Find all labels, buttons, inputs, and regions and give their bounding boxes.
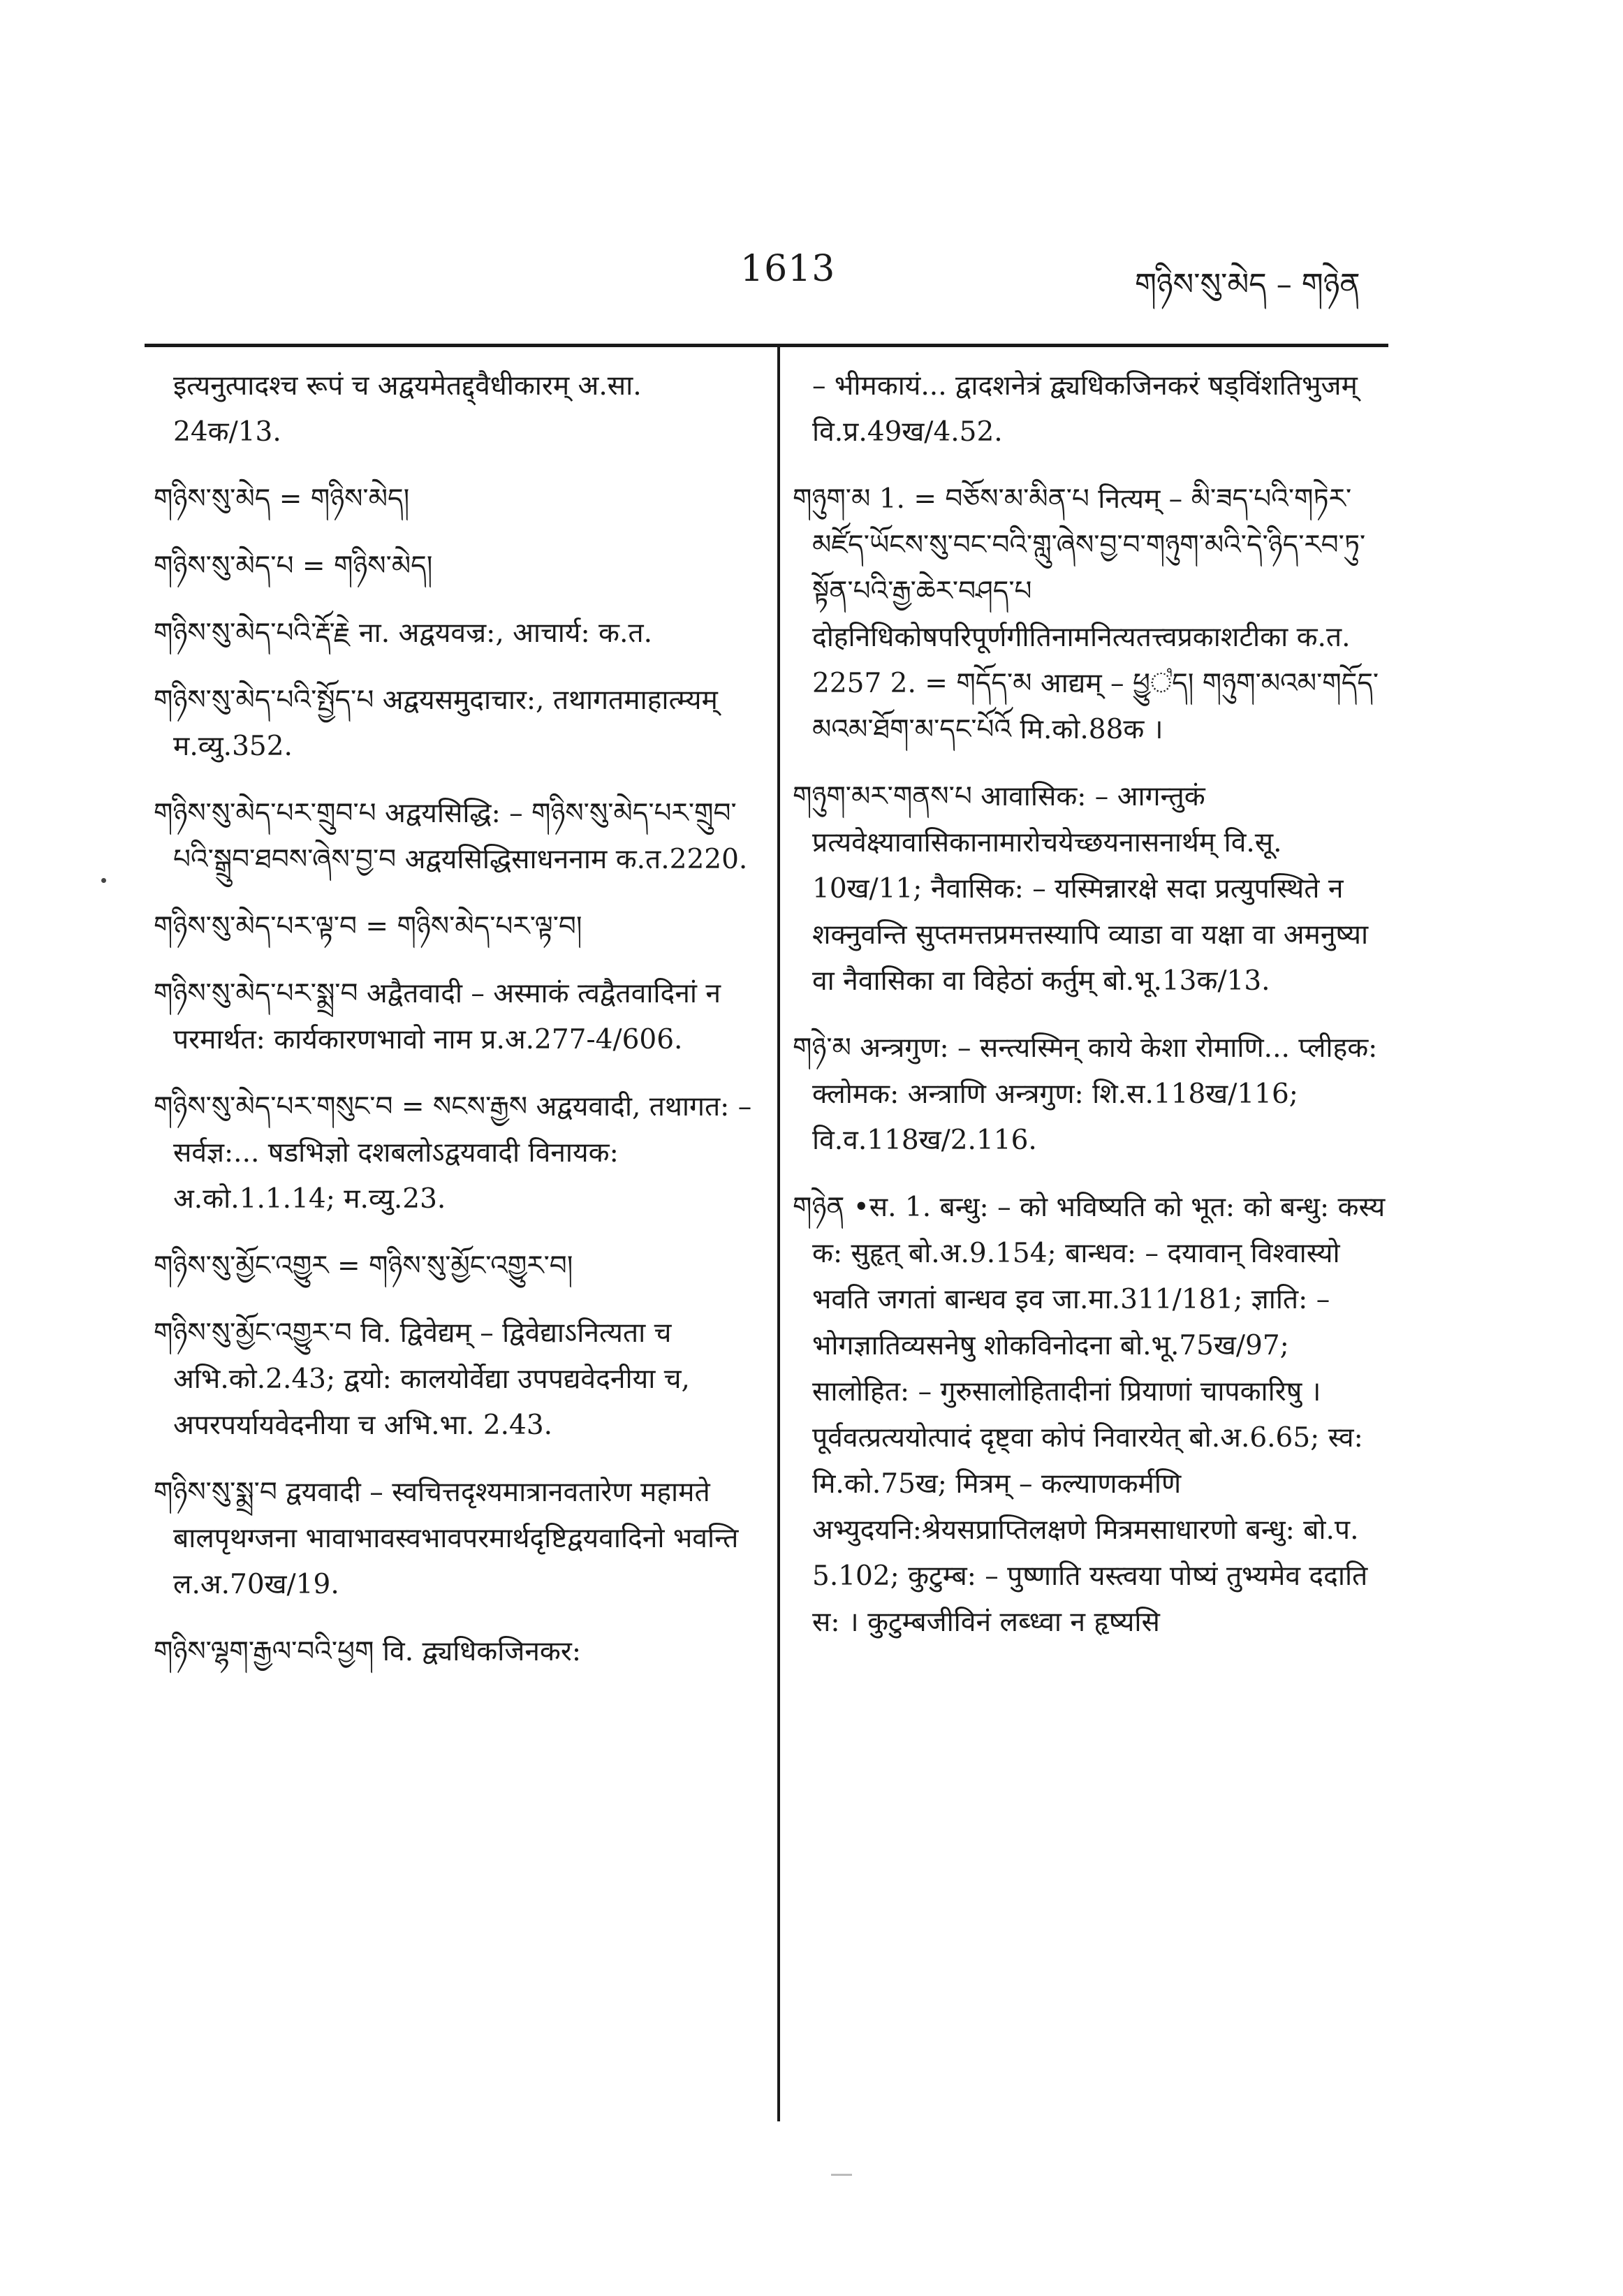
- dictionary-entry: གཉིས་སུ་སྨྲ་བ द्वयवादी – स्वचित्तदृश्यमात्रानवतारेण महामते बालपृथग्जना भावाभावस्वभावपरमार्थदृष्टिद्वयवादिनो भवन्ति ल.अ.70ख/19.: [154, 1477, 739, 1600]
- running-head: གཉིས་སུ་མེད – གཉེན: [1135, 267, 1360, 302]
- right-column: [793, 363, 1390, 1667]
- entry-continuation: – भीमकायं... द्वादशनेत्रं द्व्यधिकजिनकरं षड्विंशतिभुजम् वि.प्र.49ख/4.52.: [812, 370, 1358, 448]
- dictionary-entry: གཉིས་ལྷག་རྒྱལ་བའི་ཕྱག वि. द्व्यधिकजिनकर:: [154, 1636, 581, 1667]
- dictionary-entry: གཉིས་སུ་མེད་པར་ལྟ་བ = གཉིས་མེད་པར་ལྟ་བ།: [154, 911, 582, 942]
- dictionary-entry: གཉེན •स. 1. बन्धु: – को भविष्यति को भूत: को बन्धु: कस्य क: सुहृत् बो.अ.9.154; बान्धव: – दयावान् विश्वास्यो भवति जगतां बान्धव इव जा.मा.311/181; ज्ञाति: – भोगज्ञातिव्यसनेषु शोकविनोदना बो.भू.75ख/97; सालोहित: – गुरुसालोहितादीनां प्रियाणां चापकारिषु । पूर्ववत्प्रत्ययोत्पादं दृष्ट्वा कोपं निवारयेत् बो.अ.6.65; स्व: मि.को.75ख; मित्रम् – कल्याणकर्मणि अभ्युदयनि:श्रेयसप्राप्तिलक्षणे मित्रमसाधारणो बन्धु: बो.प. 5.102; कुटुम्ब: – पुष्णाति यस्त्वया पोष्यं तुभ्यमेव ददाति स: । कुटुम्बजीविनं लब्ध्वा न हृष्यसि: [793, 1192, 1386, 1638]
- dictionary-entry: གཉིས་སུ་མེད་པར་གྲུབ་པ अद्वयसिद्धि: – གཉིས་སུ་མེད་པར་གྲུབ་པའི་སྒྲུབ་ཐབས་ཞེས་བྱ་བ अद्वयसिद्धिसाधननाम क.त.2220.: [154, 798, 748, 875]
- dictionary-entry: གཉེ་མ अन्त्रगुण: – सन्त्यस्मिन् काये केशा रोमाणि... प्लीहक: क्लोमक: अन्त्राणि अन्त्रगुण: शि.स.118ख/116; वि.व.118ख/2.116.: [793, 1032, 1378, 1156]
- left-column: [154, 363, 754, 1696]
- dictionary-entry: གཉིས་སུ་མེད་པ = གཉིས་མེད།: [154, 550, 433, 582]
- dictionary-entry: གཉིས་སུ་མྱོང་འགྱུར = གཉིས་སུ་མྱོང་འགྱུར་བ།: [154, 1250, 573, 1282]
- header-rule: [145, 344, 1388, 347]
- dictionary-entry: གཉིས་སུ་མེད = གཉིས་མེད།: [154, 483, 410, 515]
- dictionary-entry: གཉུག་མར་གནས་པ आवासिक: – आगन्तुकं प्रत्यवेक्ष्यावासिकानामारोचयेच्छयनासनार्थम् वि.सू. 10ख/11; नैवासिक: – यस्मिन्नारक्षे सदा प्रत्युपस्थिते न शक्नुवन्ति सुप्तमत्तप्रमत्तस्यापि व्याडा वा यक्षा वा अमनुष्या वा नैवासिका वा विहेठां कर्तुम् बो.भू.13क/13.: [793, 781, 1369, 997]
- dictionary-entry: གཉུག་མ 1. = བཅོས་མ་མིན་པ नित्यम् – མི་ཟད་པའི་གཏེར་མཛོད་ཡོངས་སུ་བང་བའི་གླུ་ཞེས་བྱ་བ་གཉུག་མའི་དེ་ཉིད་རབ་ཏུ་སྟོན་པའི་རྒྱ་ཆེར་བཤད་པ दोहनिधिकोषपरिपूर्णगीतिनामनित्यतत्त्वप्रकाशटीका क.त. 2257 2. = གདོད་མ आद्यम् – ཕྱུ꣡ད། གཉུག་མའམ་གདོད་མའམ་ཐོག་མ་དང་པོའོ मि.को.88क ।: [793, 483, 1379, 745]
- entry-continuation: इत्यनुत्पादश्च रूपं च अद्वयमेतद्द्वैधीकारम् अ.सा. 24क/13.: [173, 370, 642, 448]
- dictionary-entry: གཉིས་སུ་མེད་པའི་རྡོ་རྗེ ना. अद्वयवज्र:, आचार्य: क.त.: [154, 617, 652, 649]
- page-number: 1613: [740, 248, 836, 290]
- column-divider: [777, 347, 780, 2121]
- dictionary-entry: གཉིས་སུ་མེད་པར་གསུང་བ = སངས་རྒྱས अद्वयवादी, तथागत: – सर्वज्ञ:... षडभिज्ञो दशबलोऽद्वयवादी विनायक: अ.को.1.1.14; म.व्यु.23.: [154, 1091, 752, 1215]
- dictionary-entry: གཉིས་སུ་མེད་པའི་སྤྱོད་པ अद्वयसमुदाचार:, तथागतमाहात्म्यम् म.व्यु.352.: [154, 685, 718, 762]
- dictionary-entry: གཉིས་སུ་མེད་པར་སྨྲ་བ अद्वैतवादी – अस्माकं त्वद्वैतवादिनां न परमार्थत: कार्यकारणभावो नाम प्र.अ.277-4/606.: [154, 978, 721, 1055]
- scan-mark: [831, 2174, 852, 2176]
- scan-speck: [101, 878, 106, 883]
- dictionary-entry: གཉིས་སུ་མྱོང་འགྱུར་བ वि. द्विवेद्यम् – द्विवेद्याऽनित्यता च अभि.को.2.43; द्वयो: कालयोर्वेद्या उपपद्यवेदनीया च, अपरपर्यायवेदनीया च अभि.भा. 2.43.: [154, 1317, 690, 1441]
